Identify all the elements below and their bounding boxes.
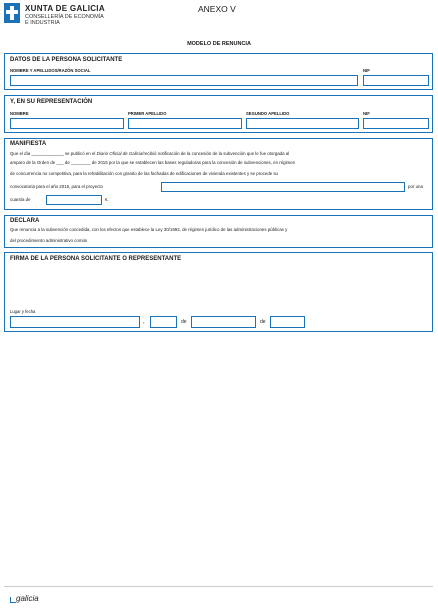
applicant-nif-label: NIF: [363, 68, 370, 73]
org-subtitle-2: E INDUSTRIA: [25, 20, 60, 26]
manifest-line1-c: /recibió notificación de la concesión de la subvención que le fue otorgada al: [142, 151, 290, 156]
galicia-brand-logo: galicia: [16, 594, 39, 603]
manifest-line1-a: Que el día: [10, 151, 31, 156]
footer-divider: [4, 586, 433, 587]
applicant-name-label: NOMBRE Y APELLIDOS/RAZÓN SOCIAL: [10, 68, 91, 73]
place-date-label: Lugar y fecha: [10, 309, 36, 314]
amount-field[interactable]: [46, 195, 102, 205]
manifest-line-4a: convocatoria para el año 2015, para el proyecto: [10, 184, 103, 189]
manifest-line-5b: €.: [105, 197, 109, 202]
manifest-section-title: MANIFIESTA: [10, 141, 47, 147]
manifest-date-blank[interactable]: _______________: [31, 151, 64, 156]
annex-label: ANEXO V: [198, 4, 236, 14]
manifest-line1-b: se publicó en el: [64, 151, 96, 156]
document-title: MODELO DE RENUNCIA: [187, 41, 251, 47]
representative-section: [4, 95, 433, 133]
applicant-name-field[interactable]: [10, 75, 358, 86]
declare-section: [4, 215, 433, 248]
de-label-1: de: [181, 319, 187, 325]
rep-name-label: NOMBRE: [10, 111, 29, 116]
signature-section-title: FIRMA DE LA PERSONA SOLICITANTE O REPRESENTANTE: [10, 256, 182, 262]
declare-text-1: Que renuncia a la subvención concedida, con los efectos que establece la Ley 30/1992, de régimen jurídico de las administraciones públicas y: [10, 227, 288, 232]
de-label-2: de: [260, 319, 266, 325]
rep-second-surname-label: SEGUNDO APELLIDO: [246, 111, 290, 116]
day-field[interactable]: [150, 316, 177, 328]
manifest-line-3: de concurrencia no competitiva, para la rehabilitación con granito de las fachadas de edificaciones de vivienda existentes y se procede su: [10, 171, 278, 176]
org-subtitle-1: CONSELLERÍA DE ECONOMÍA: [25, 14, 104, 20]
applicant-nif-field[interactable]: [363, 75, 429, 86]
declare-section-title: DECLARA: [10, 218, 40, 224]
place-field[interactable]: [10, 316, 140, 328]
manifest-line1-italic: Diario Oficial de Galicia: [96, 151, 143, 156]
rep-name-field[interactable]: [10, 118, 124, 129]
manifest-section: [4, 138, 433, 210]
month-field[interactable]: [191, 316, 256, 328]
project-field[interactable]: [161, 182, 405, 192]
comma-separator: ,: [143, 319, 145, 325]
signature-section: [4, 252, 433, 332]
org-title: XUNTA DE GALICIA: [25, 4, 105, 13]
rep-second-surname-field[interactable]: [246, 118, 359, 129]
rep-nif-field[interactable]: [363, 118, 429, 129]
applicant-section-title: DATOS DE LA PERSONA SOLICITANTE: [10, 57, 123, 63]
manifest-line-4b: por una: [408, 184, 423, 189]
applicant-section: [4, 53, 433, 90]
rep-first-surname-label: PRIMER APELLIDO: [128, 111, 167, 116]
rep-nif-label: NIF: [363, 111, 370, 116]
declare-text-2: del procedimiento administrativo común: [10, 238, 88, 243]
year-field[interactable]: [270, 316, 305, 328]
manifest-line-1: [10, 148, 289, 160]
manifest-line-5a: cuantía de: [10, 197, 31, 202]
manifest-line-2: amparo de la Orden de ___ de ________ de 2015 por la que se establecen las bases reguladoras para la concesión de subvenciones, en régimen: [10, 160, 296, 165]
rep-first-surname-field[interactable]: [128, 118, 242, 129]
xunta-logo-icon: [4, 3, 20, 23]
representative-section-title: Y, EN SU REPRESENTACIÓN: [10, 99, 93, 105]
